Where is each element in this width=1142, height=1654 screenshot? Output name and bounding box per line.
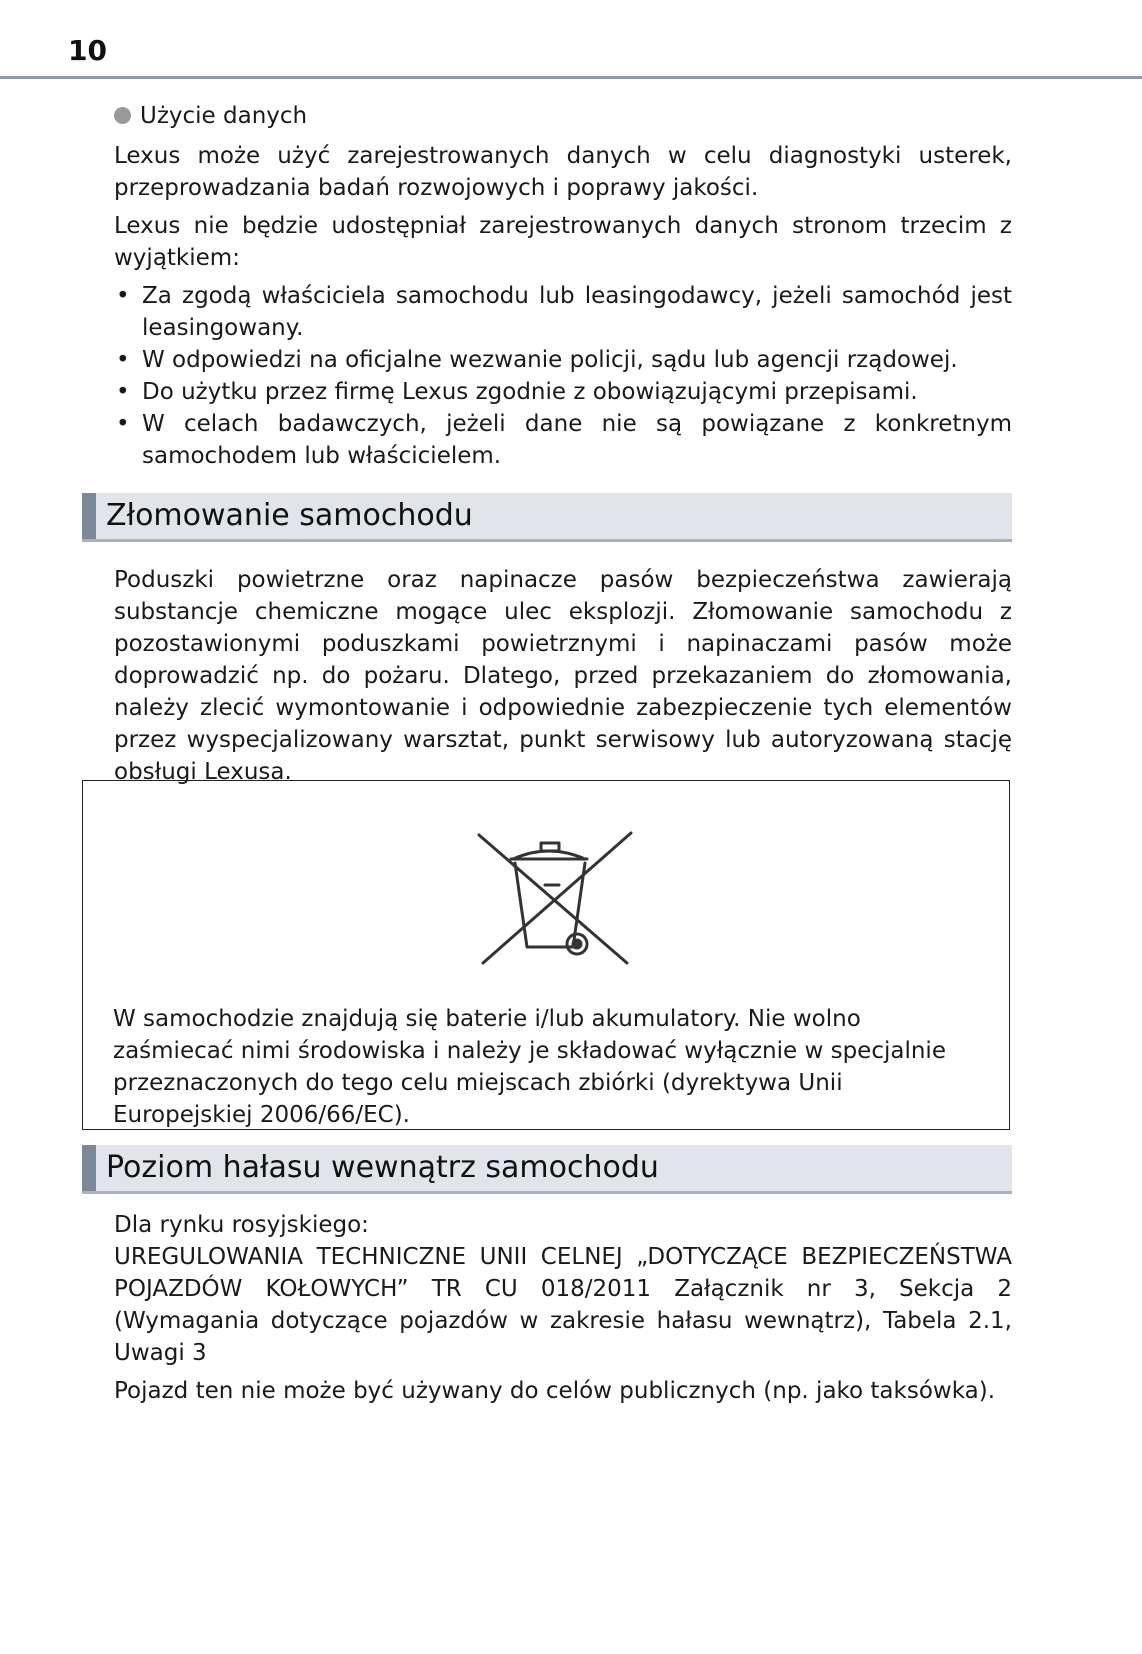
crossed-out-wheelie-bin-icon [475, 829, 635, 969]
list-item: • W celach badawczych, jeżeli dane nie są powiązane z konkretnym samochodem lub właścicielem. [114, 408, 1012, 472]
list-item: • Za zgodą właściciela samochodu lub leasingodawcy, jeżeli samochód jest leasingowany. [114, 280, 1012, 344]
list-item: • Do użytku przez firmę Lexus zgodnie z obowiązującymi przepisami. [114, 376, 1012, 408]
battery-notice-box [82, 780, 1010, 1130]
noise-market-line: Dla rynku rosyjskiego: [114, 1212, 369, 1238]
noise-section-heading [82, 1145, 1012, 1194]
noise-note: Pojazd ten nie może być używany do celów publicznych (np. jako taksówka). [114, 1378, 996, 1404]
noise-title: Poziom hałasu wewnątrz samochodu [106, 1150, 659, 1185]
usage-heading-text: Użycie danych [140, 103, 308, 129]
heading-accent-bar [82, 493, 96, 539]
list-item: • W odpowiedzi na oficjalne wezwanie policji, sądu lub agencji rządowej. [114, 344, 1012, 376]
usage-heading [114, 100, 307, 132]
noise-regulation-text: UREGULOWANIA TECHNICZNE UNII CELNEJ „DOTYCZĄCE BEZPIECZEŃSTWA POJAZDÓW KOŁOWYCH” TR CU 018/2011 Załącznik nr 3, Sekcja 2 (Wymagania dotyczące pojazdów w zakresie hałasu wewnątrz), Tabela 2.1, Uwagi 3 [114, 1244, 1012, 1366]
usage-body [114, 140, 1012, 472]
grey-bullet-icon [114, 107, 131, 124]
heading-accent-bar [82, 1145, 96, 1191]
scrapping-paragraph: Poduszki powietrzne oraz napinacze pasów bezpieczeństwa zawierają substancje chemiczne mogące ulec eksplozji. Złomowanie samochodu z pozostawionymi poduszkami powietrznymi i napinaczami pasów może doprowadzić np. do pożaru. Dlatego, przed przekazaniem do złomowania, należy zlecić wymontowanie i odpowiednie zabezpieczenie tych elementów przez wyspecjalizowany warsztat, punkt serwisowy lub autoryzowaną stację obsługi Lexusa. [114, 567, 1012, 785]
noise-body [114, 1209, 1012, 1407]
usage-list [114, 280, 1012, 472]
battery-notice-text: W samochodzie znajdują się baterie i/lub akumulatory. Nie wolno zaśmiecać nimi środowiska i należy je składować wyłącznie w specjalnie przeznaczonych do tego celu miejscach zbiórki (dyrektywa Unii Europejskiej 2006/66/EC). [113, 1006, 946, 1128]
usage-paragraph: Lexus może użyć zarejestrowanych danych w celu diagnostyki usterek, przeprowadzania badań rozwojowych i poprawy jakości. [114, 143, 1012, 201]
usage-paragraph: Lexus nie będzie udostępniał zarejestrowanych danych stronom trzecim z wyjątkiem: [114, 213, 1012, 271]
page-number: 10 [68, 34, 107, 67]
scrapping-title: Złomowanie samochodu [106, 498, 473, 533]
header-rule [0, 76, 1142, 79]
scrapping-body [114, 564, 1012, 788]
scrapping-section-heading [82, 493, 1012, 542]
